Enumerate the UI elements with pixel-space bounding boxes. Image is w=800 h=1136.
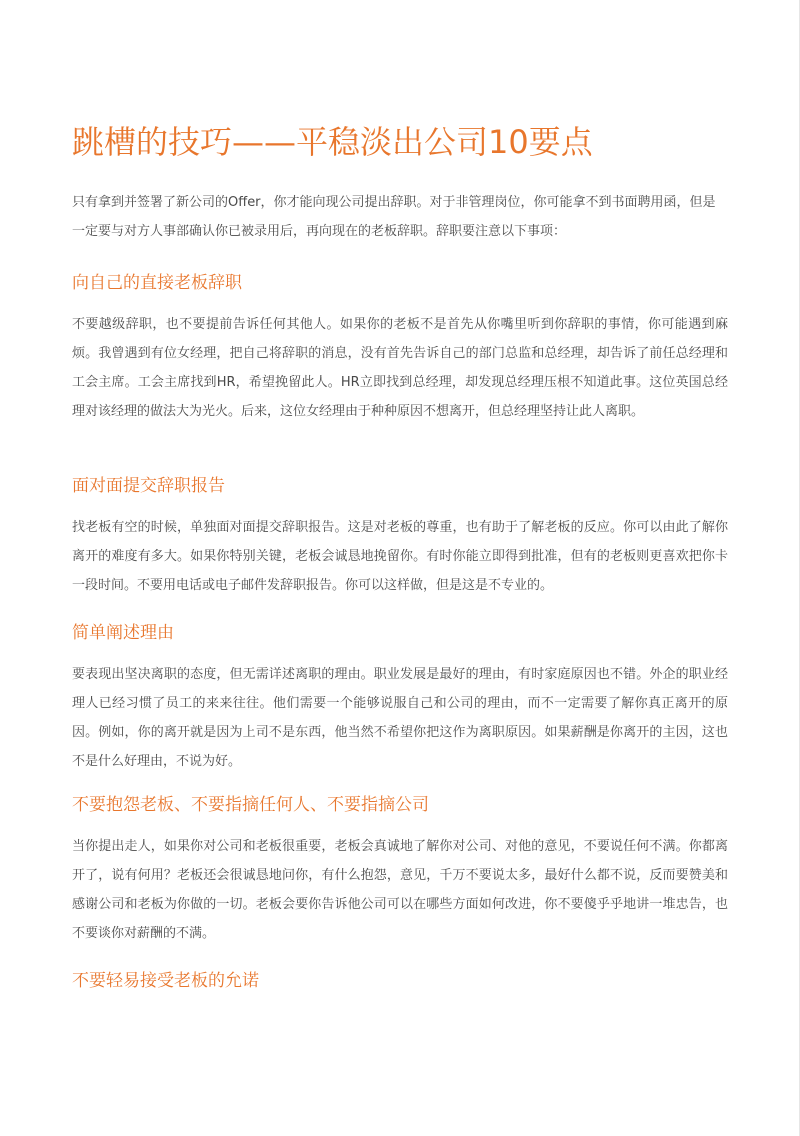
section-boss-promises — [72, 968, 728, 1008]
section-direct-boss — [72, 270, 728, 426]
section-body: 不要越级辞职，也不要提前告诉任何其他人。如果你的老板不是首先从你嘴里听到你辞职的事情，你可能遇到麻烦。我曾遇到有位女经理，把自己将辞职的消息，没有首先告诉自己的部门总监和总经理，却告诉了前任总经理和工会主席。工会主席找到HR，希望挽留此人。HR立即找到总经理，却发现总经理压根不知道此事。这位英国总经理对该经理的做法大为光火。后来，这位女经理由于种种原因不想离开，但总经理坚持让此人离职。 — [72, 317, 728, 419]
section-simple-reason — [72, 620, 728, 776]
section-heading: 面对面提交辞职报告 — [72, 476, 225, 496]
section-body: 要表现出坚决离职的态度，但无需详述离职的理由。职业发展是最好的理由，有时家庭原因也不错。外企的职业经理人已经习惯了员工的来来往往。他们需要一个能够说服自己和公司的理由，而不一定需要了解你真正离开的原因。例如，你的离开就是因为上司不是东西，他当然不希望你把这作为离职原因。如果薪酬是你离开的主因，这也不是什么好理由，不说为好。 — [72, 667, 728, 769]
section-heading: 向自己的直接老板辞职 — [72, 273, 242, 293]
section-heading: 不要轻易接受老板的允诺 — [72, 971, 259, 991]
section-body: 找老板有空的时候，单独面对面提交辞职报告。这是对老板的尊重，也有助于了解老板的反应。你可以由此了解你离开的难度有多大。如果你特别关键，老板会诚恳地挽留你。有时你能立即得到批准，但有的老板则更喜欢把你卡一段时间。不要用电话或电子邮件发辞职报告。你可以这样做，但是这是不专业的。 — [72, 520, 728, 593]
section-no-complaints — [72, 792, 728, 948]
section-body: 当你提出走人，如果你对公司和老板很重要，老板会真诚地了解你对公司、对他的意见，不要说任何不满。你都离开了，说有何用？老板还会很诚恳地问你，有什么抱怨，意见，千万不要说太多，最好什么都不说，反而要赞美和感谢公司和老板为你做的一切。老板会要你告诉他公司可以在哪些方面如何改进，你不要傻乎乎地讲一堆忠告，也不要谈你对薪酬的不满。 — [72, 839, 728, 941]
page-title: 跳槽的技巧——平稳淡出公司10要点 — [72, 123, 593, 161]
intro-paragraph: 只有拿到并签署了新公司的Offer，你才能向现公司提出辞职。对于非管理岗位，你可能拿不到书面聘用函，但是一定要与对方人事部确认你已被录用后，再向现在的老板辞职。辞职要注意以下事项： — [72, 195, 716, 239]
section-heading: 不要抱怨老板、不要指摘任何人、不要指摘公司 — [72, 795, 429, 815]
section-heading: 简单阐述理由 — [72, 623, 174, 643]
section-face-to-face — [72, 473, 728, 600]
